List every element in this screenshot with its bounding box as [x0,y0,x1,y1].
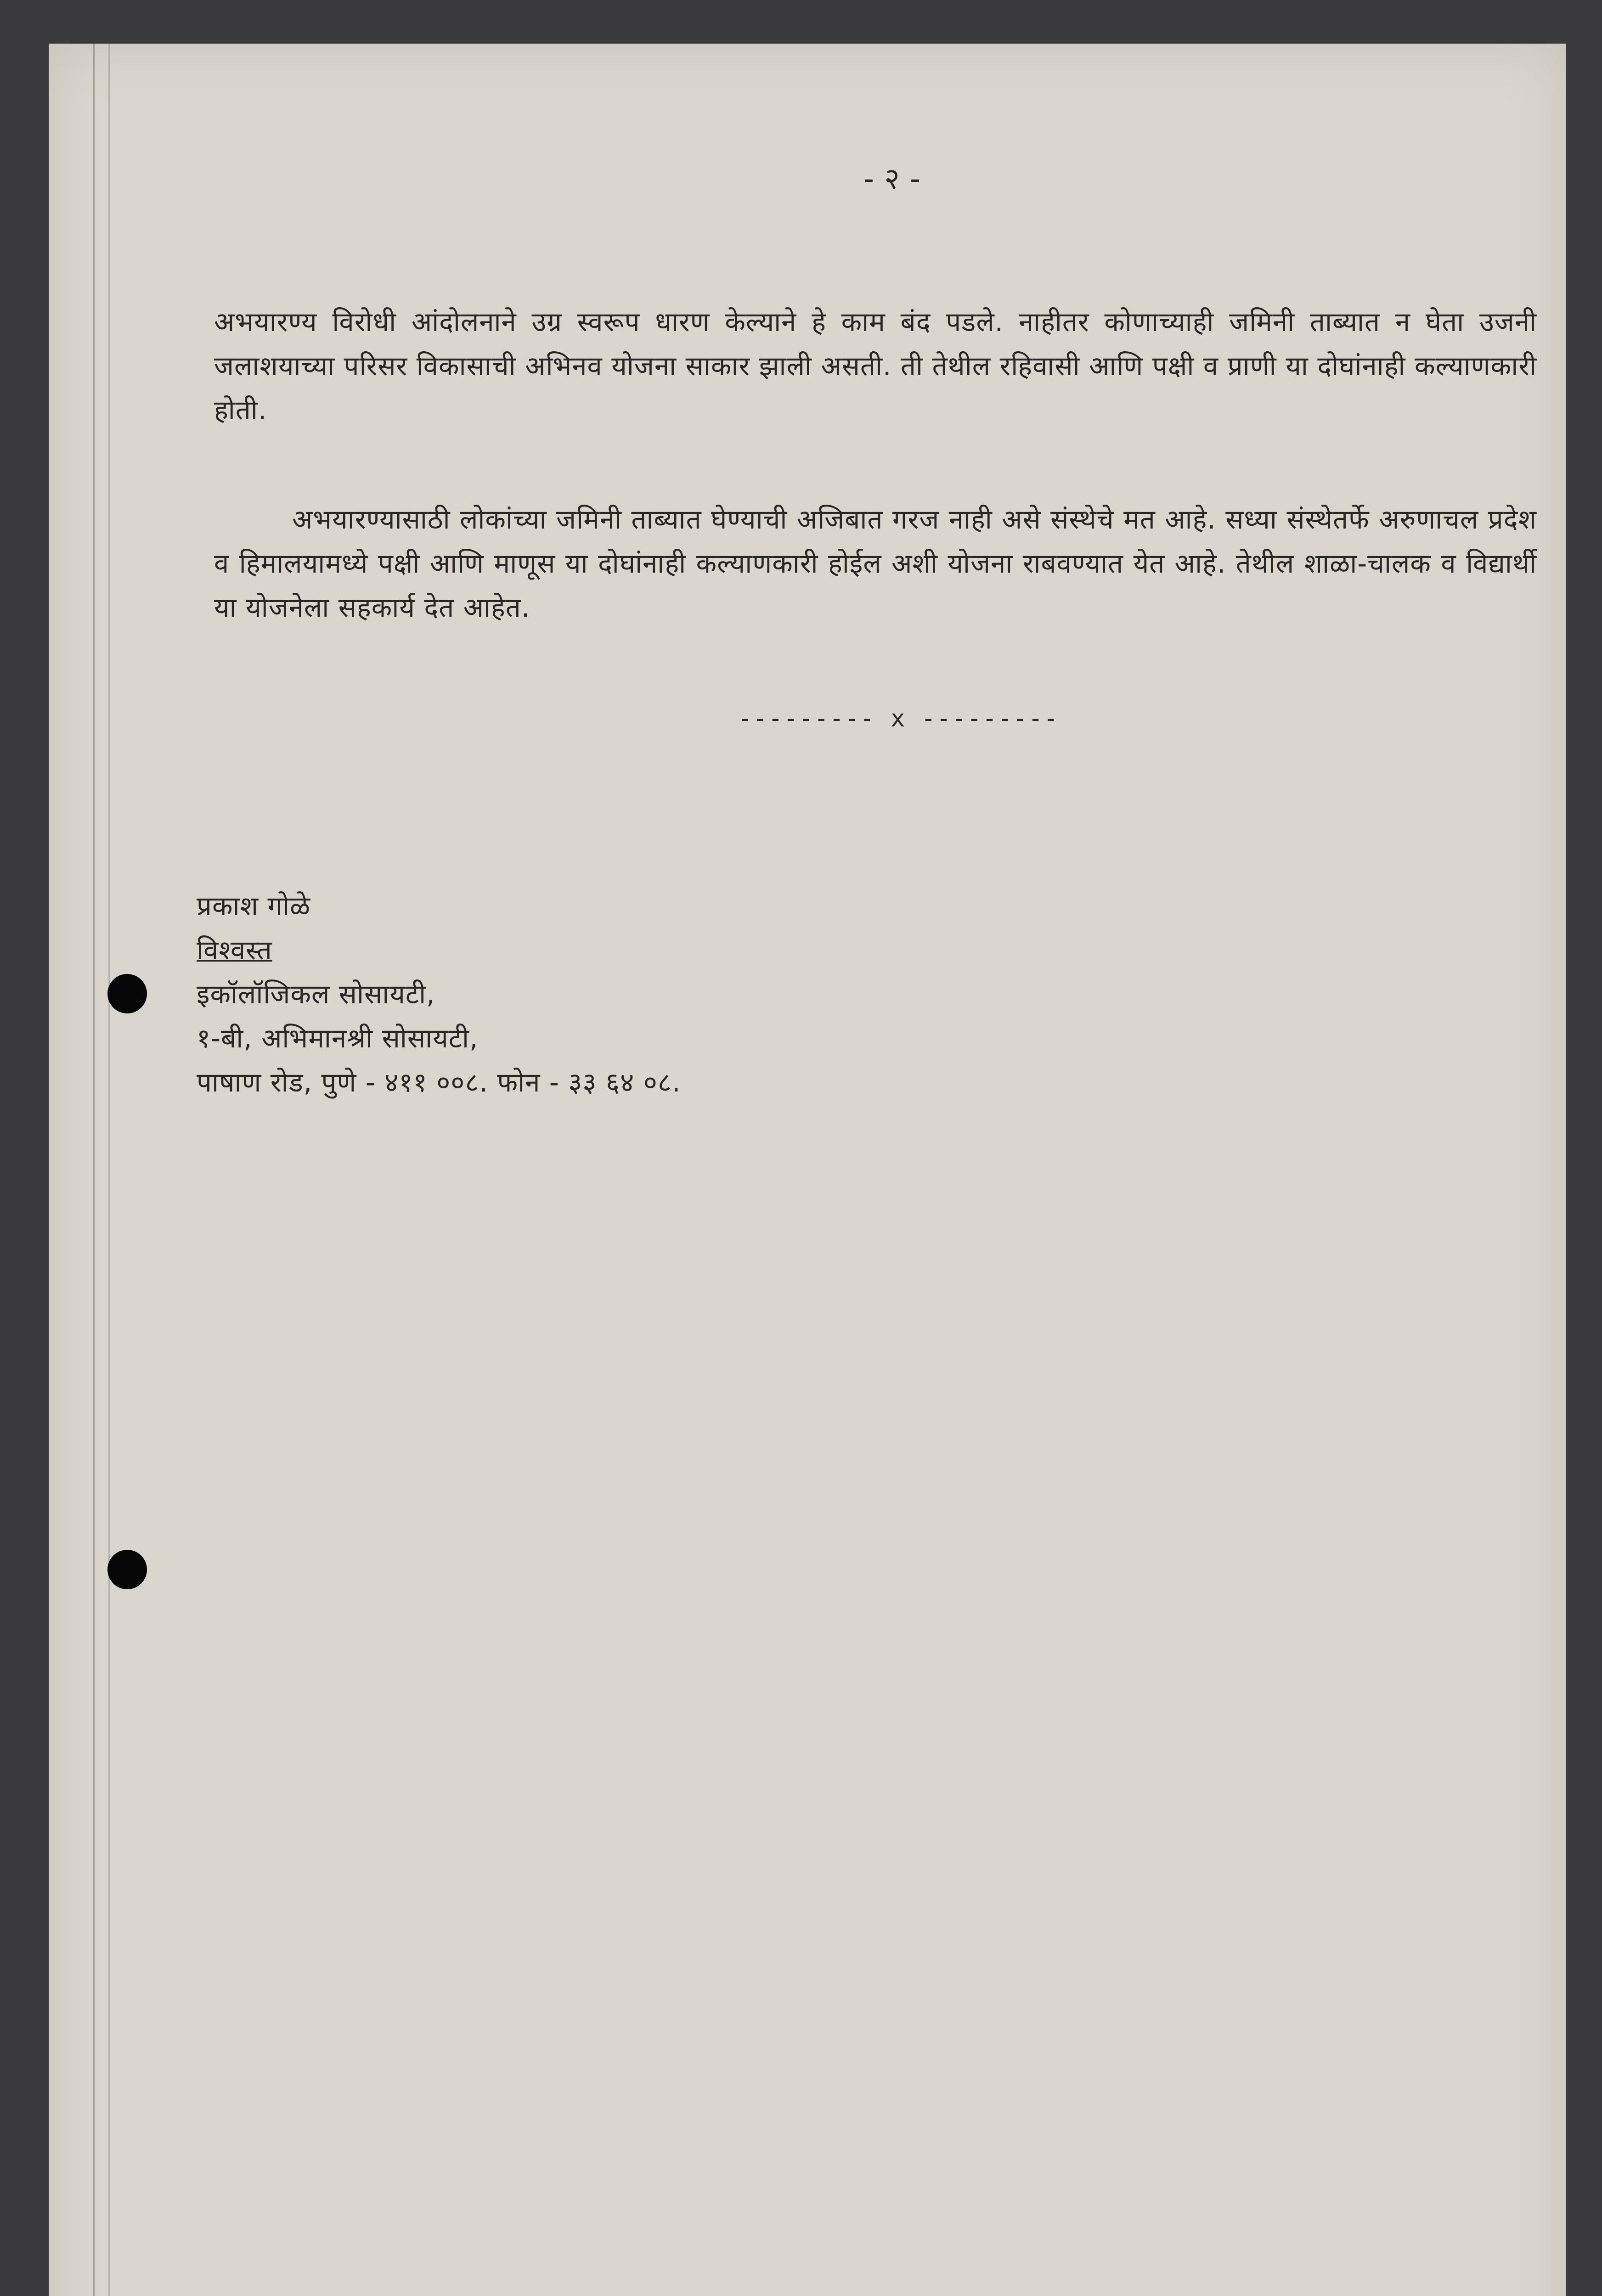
paper-sheet [49,44,1566,2296]
punch-hole [107,1550,147,1589]
margin-line [93,44,95,2296]
punch-hole [107,974,147,1013]
section-separator: --------- x --------- [738,705,1059,732]
signature-block [197,884,681,1104]
signatory-name: प्रकाश गोळे [197,890,311,922]
address-line-2: पाषाण रोड, पुणे - ४११ ००८. फोन - ३३ ६४ ०८. [197,1067,681,1098]
address-line-1: १-बी, अभिमानश्री सोसायटी, [197,1023,479,1054]
signatory-title: विश्वस्त [197,934,272,966]
page-number: - २ - [863,162,921,196]
margin-line [108,44,110,2296]
organization-name: इकॉलॉजिकल सोसायटी, [197,979,435,1010]
body-paragraph-2: अभयारण्यासाठी लोकांच्या जमिनी ताब्यात घेण्याची अजिबात गरज नाही असे संस्थेचे मत आहे. सध्या संस्थेतर्फे अरुणाचल प्रदेश व हिमालयामध्ये पक्षी आणि माणूस या दोघांनाही कल्याणकारी होईल अशी योजना राबवण्यात येत आहे. तेथील शाळा-चालक व विद्यार्थी या योजनेला सहकार्य देत आहेत. [214,504,1537,623]
body-paragraph-1: अभयारण्य विरोधी आंदोलनाने उग्र स्वरूप धारण केल्याने हे काम बंद पडले. नाहीतर कोणाच्याही जमिनी ताब्यात न घेता उजनी जलाशयाच्या परिसर विकासाची अभिनव योजना साकार झाली असती. ती तेथील रहिवासी आणि पक्षी व प्राणी या दोघांनाही कल्याणकारी होती. [214,306,1537,426]
